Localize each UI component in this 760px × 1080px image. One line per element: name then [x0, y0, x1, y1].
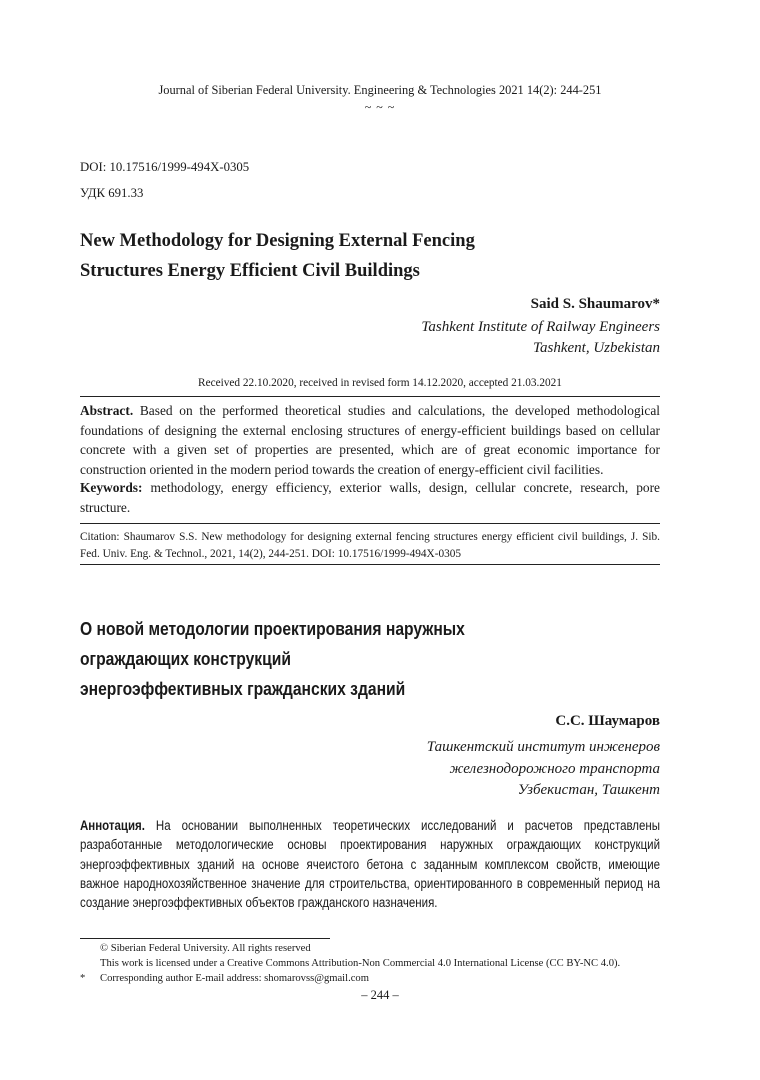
- affiliation-russian-line-2: железнодорожного транспорта: [449, 760, 660, 777]
- udk: УДК 691.33: [80, 186, 144, 200]
- abstract-russian-label: Аннотация.: [80, 818, 145, 833]
- abstract-russian-text: На основании выполненных теоретических исследований и расчетов представлены разработанные методологические основы проектирования наружных ограждающих конструкций энергоэффективных зданий на основе ячеистого бетона с заданным комплексом свойств, имеющие важное народнохозяйственное значение для строительства, ориентированного в современный период на создание энергоэффективных объектов гражданского назначения.: [80, 818, 661, 911]
- corresponding-mark: *: [80, 973, 86, 984]
- abstract-english-label: Abstract.: [80, 403, 134, 418]
- affiliation-english: [421, 317, 660, 359]
- author-english: Said S. Shaumarov*: [530, 296, 660, 312]
- doi: DOI: 10.17516/1999-494X-0305: [80, 160, 250, 174]
- affiliation-english-line-1: Tashkent Institute of Railway Engineers: [421, 319, 660, 335]
- footnotes: [80, 941, 680, 986]
- footnote-rule: [80, 938, 330, 939]
- keywords-english-text: methodology, energy efficiency, exterior walls, design, cellular concrete, research, pore structure.: [80, 480, 660, 515]
- title-russian-line-3: энергоэффективных гражданских зданий: [80, 679, 406, 699]
- citation: Citation: Shaumarov S.S. New methodology for designing external fencing structures energy efficient civil buildings, J. Sib. Fed. Univ. Eng. & Technol., 2021, 14(2), 244-251. DOI: 10.17516/1999-494X-0305: [80, 531, 660, 560]
- page-number: – 244 –: [361, 988, 399, 1002]
- author-russian: С.С. Шаумаров: [555, 713, 660, 729]
- keywords-english: [80, 478, 660, 517]
- title-russian: [80, 614, 562, 704]
- abstract-english: [80, 401, 660, 479]
- title-russian-line-1: О новой методологии проектирования наружных: [80, 619, 465, 639]
- journal-header: Journal of Siberian Federal University. Engineering & Technologies 2021 14(2): 244-251: [158, 83, 602, 97]
- abstract-russian: [80, 816, 660, 912]
- keywords-english-label: Keywords:: [80, 480, 143, 495]
- title-english-line-2: Structures Energy Efficient Civil Buildings: [80, 261, 420, 281]
- affiliation-russian-line-3: Узбекистан, Ташкент: [517, 782, 660, 798]
- copyright-notice: © Siberian Federal University. All rights reserved: [100, 943, 311, 954]
- divider: [80, 564, 660, 565]
- title-english-line-1: New Methodology for Designing External Fencing: [80, 231, 475, 251]
- divider: [80, 523, 660, 524]
- header-separator: ~ ~ ~: [364, 100, 396, 114]
- abstract-english-text: Based on the performed theoretical studies and calculations, the developed methodological foundations of designing the external enclosing structures of energy-efficient buildings based on cellular concrete with a given set of properties are presented, which are of great economic importance for construction oriented in the modern period towards the creation of energy-efficient civil facilities.: [80, 403, 660, 477]
- divider: [80, 396, 660, 397]
- affiliation-russian-line-1: Ташкентский институт инженеров: [426, 739, 660, 755]
- affiliation-russian: [427, 737, 660, 802]
- received-dates: Received 22.10.2020, received in revised form 14.12.2020, accepted 21.03.2021: [198, 377, 562, 389]
- corresponding-author: Corresponding author E-mail address: shomarovss@gmail.com: [100, 973, 369, 984]
- affiliation-english-line-2: Tashkent, Uzbekistan: [533, 340, 660, 356]
- title-english: [80, 226, 680, 286]
- title-russian-line-2: ограждающих конструкций: [80, 649, 291, 669]
- license-notice: This work is licensed under a Creative Commons Attribution-Non Commercial 4.0 International License (CC BY-NC 4.0).: [100, 958, 621, 969]
